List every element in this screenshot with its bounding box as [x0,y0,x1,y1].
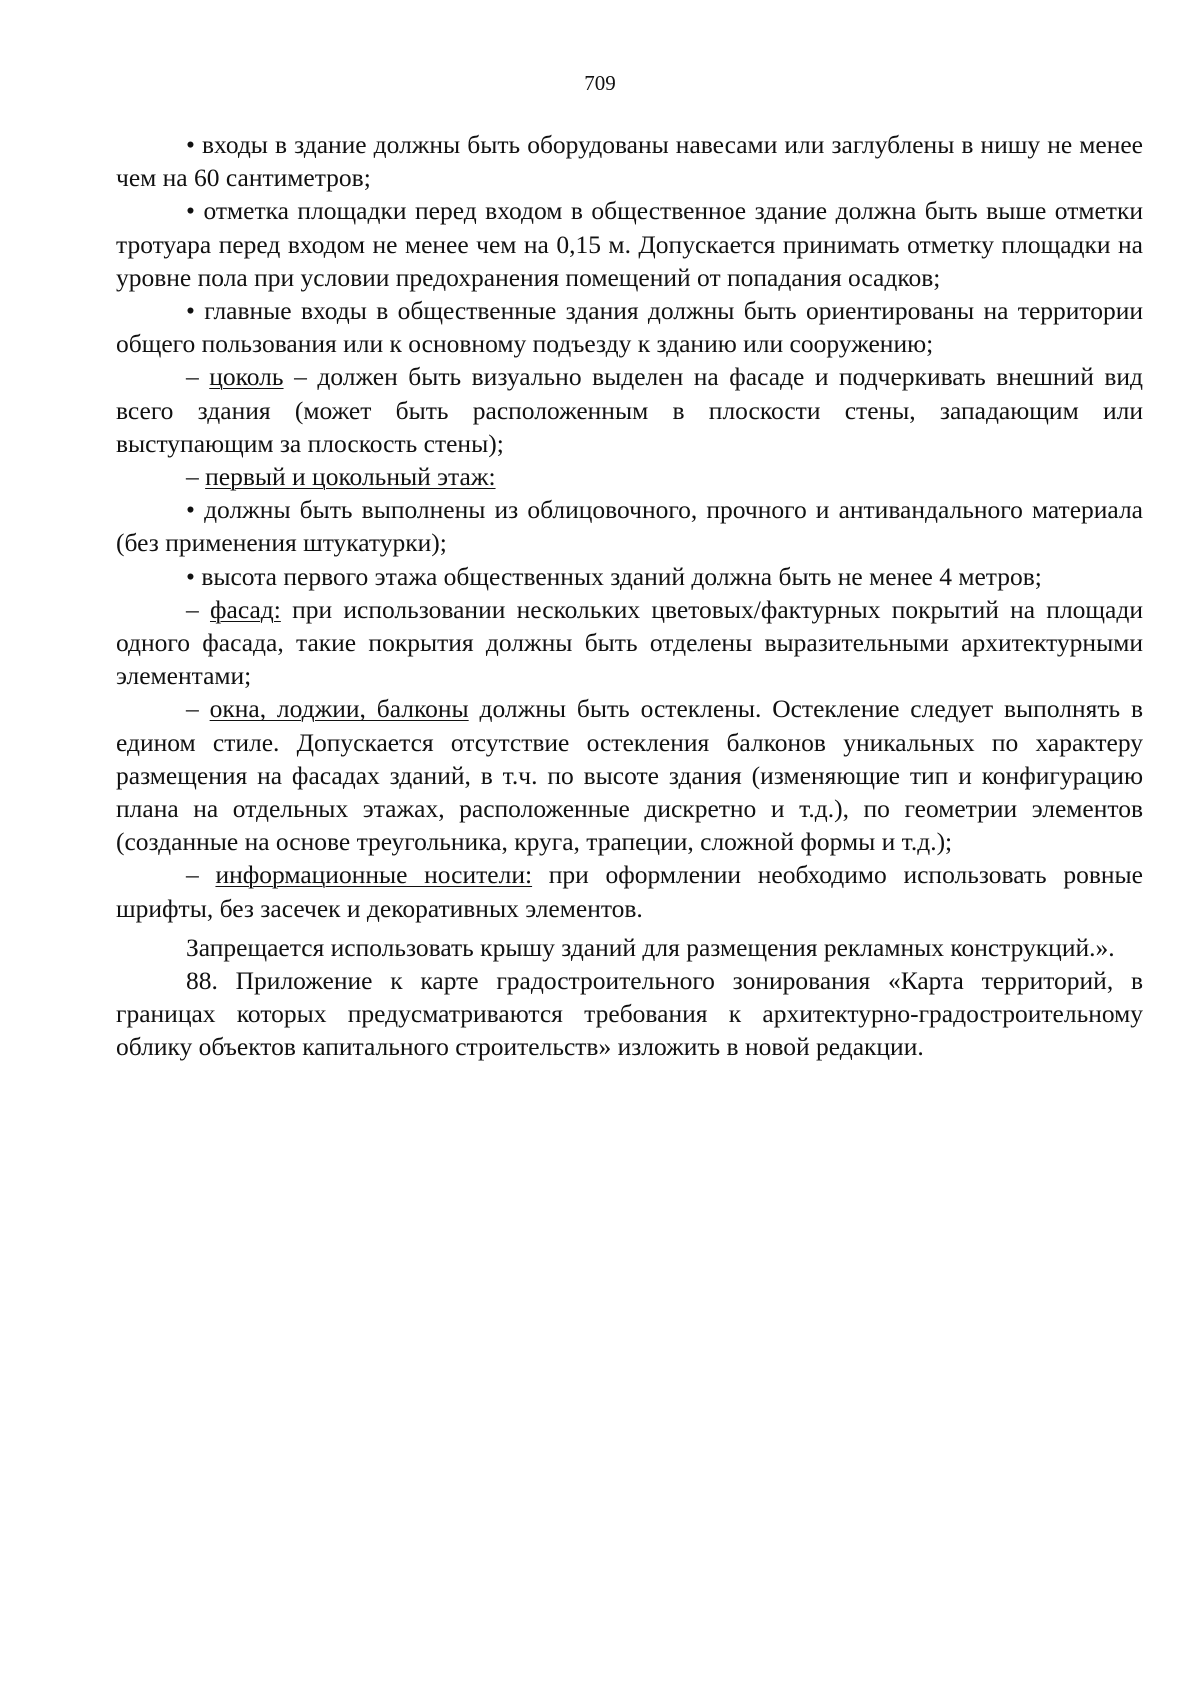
dash-marker: – [186,594,199,624]
bullet-marker: • [186,296,195,326]
paragraph-text: должны быть остеклены. Остекление следует выполнять в едином стиле. Допускается отсутствие остекления балконов уникальных по характеру размещения на фасадах зданий, в т.ч. по высоте здания (изменяющие тип и конфигурацию плана на отдельных этажах, расположенные дискретно и т.д.), по геометрии элементов (созданные на основе треугольника, круга, трапеции, сложной формы и т.д.); [116,694,1144,857]
paragraph-text: 88. Приложение к карте градостроительного зонирования «Карта территорий, в границах которых предусматриваются требования к архитектурно-градостроительному облику объектов капитального строительств» изложить в новой редакции. [116,966,1143,1062]
bullet-marker: • [186,130,195,159]
list-item-dash [116,593,1143,693]
list-item-bullet [116,294,1143,360]
page-number: 709 [584,71,616,95]
paragraph [116,964,1143,1064]
paragraph [116,931,1143,964]
list-item-bullet [116,128,1143,194]
dash-marker: – [186,860,199,890]
bullet-marker: • [186,196,195,226]
term-suffix: – [283,362,307,392]
underlined-term: информационные носители: [215,860,533,890]
underlined-term: первый и цокольный этаж: [205,462,496,492]
paragraph-text: при использовании нескольких цветовых/фактурных покрытий на площади одного фасада, такие покрытия должны быть отделены выразительными архитектурными элементами; [116,594,1144,691]
underlined-term: окна, лоджии, балконы [209,694,469,724]
dash-marker: – [186,462,199,492]
paragraph-text: должны быть выполнены из облицовочного, прочного и антивандального материала (без применения штукатурки); [116,495,1144,558]
bullet-marker: • [186,495,195,525]
dash-marker: – [186,362,199,392]
list-item-dash [116,858,1143,924]
underlined-term: цоколь [209,362,284,392]
list-item-bullet [116,493,1143,559]
paragraph-text: при оформлении необходимо использовать ровные шрифты, без засечек и декоративных элементов. [116,860,1143,923]
paragraph-text: высота первого этажа общественных зданий должна быть не менее 4 метров; [201,561,1042,591]
dash-marker: – [186,694,199,724]
document-body [116,128,1143,1064]
paragraph-text: главные входы в общественные здания должны быть ориентированы на территории общего пользования или к основному подъезду к зданию или сооружению; [116,296,1144,359]
list-item-bullet [116,194,1143,294]
underlined-term: фасад: [209,594,281,624]
bullet-marker: • [186,561,195,591]
list-item-bullet [116,560,1143,593]
paragraph-text: входы в здание должны быть оборудованы навесами или заглублены в нишу не менее чем на 60 сантиметров; [116,130,1144,193]
paragraph-text: Запрещается использовать крышу зданий для размещения рекламных конструкций.». [186,932,1115,962]
list-item-dash [116,460,1143,493]
paragraph-text: отметка площадки перед входом в общественное здание должна быть выше отметки тротуара перед входом не менее чем на 0,15 м. Допускается принимать отметку площадки на уровне пола при условии предохранения помещений от попадания осадков; [116,196,1143,292]
list-item-dash [116,692,1143,858]
paragraph-text: должен быть визуально выделен на фасаде и подчеркивать внешний вид всего здания (может быть расположенным в плоскости стены, западающим или выступающим за плоскость стены); [116,362,1144,458]
list-item-dash [116,360,1143,460]
